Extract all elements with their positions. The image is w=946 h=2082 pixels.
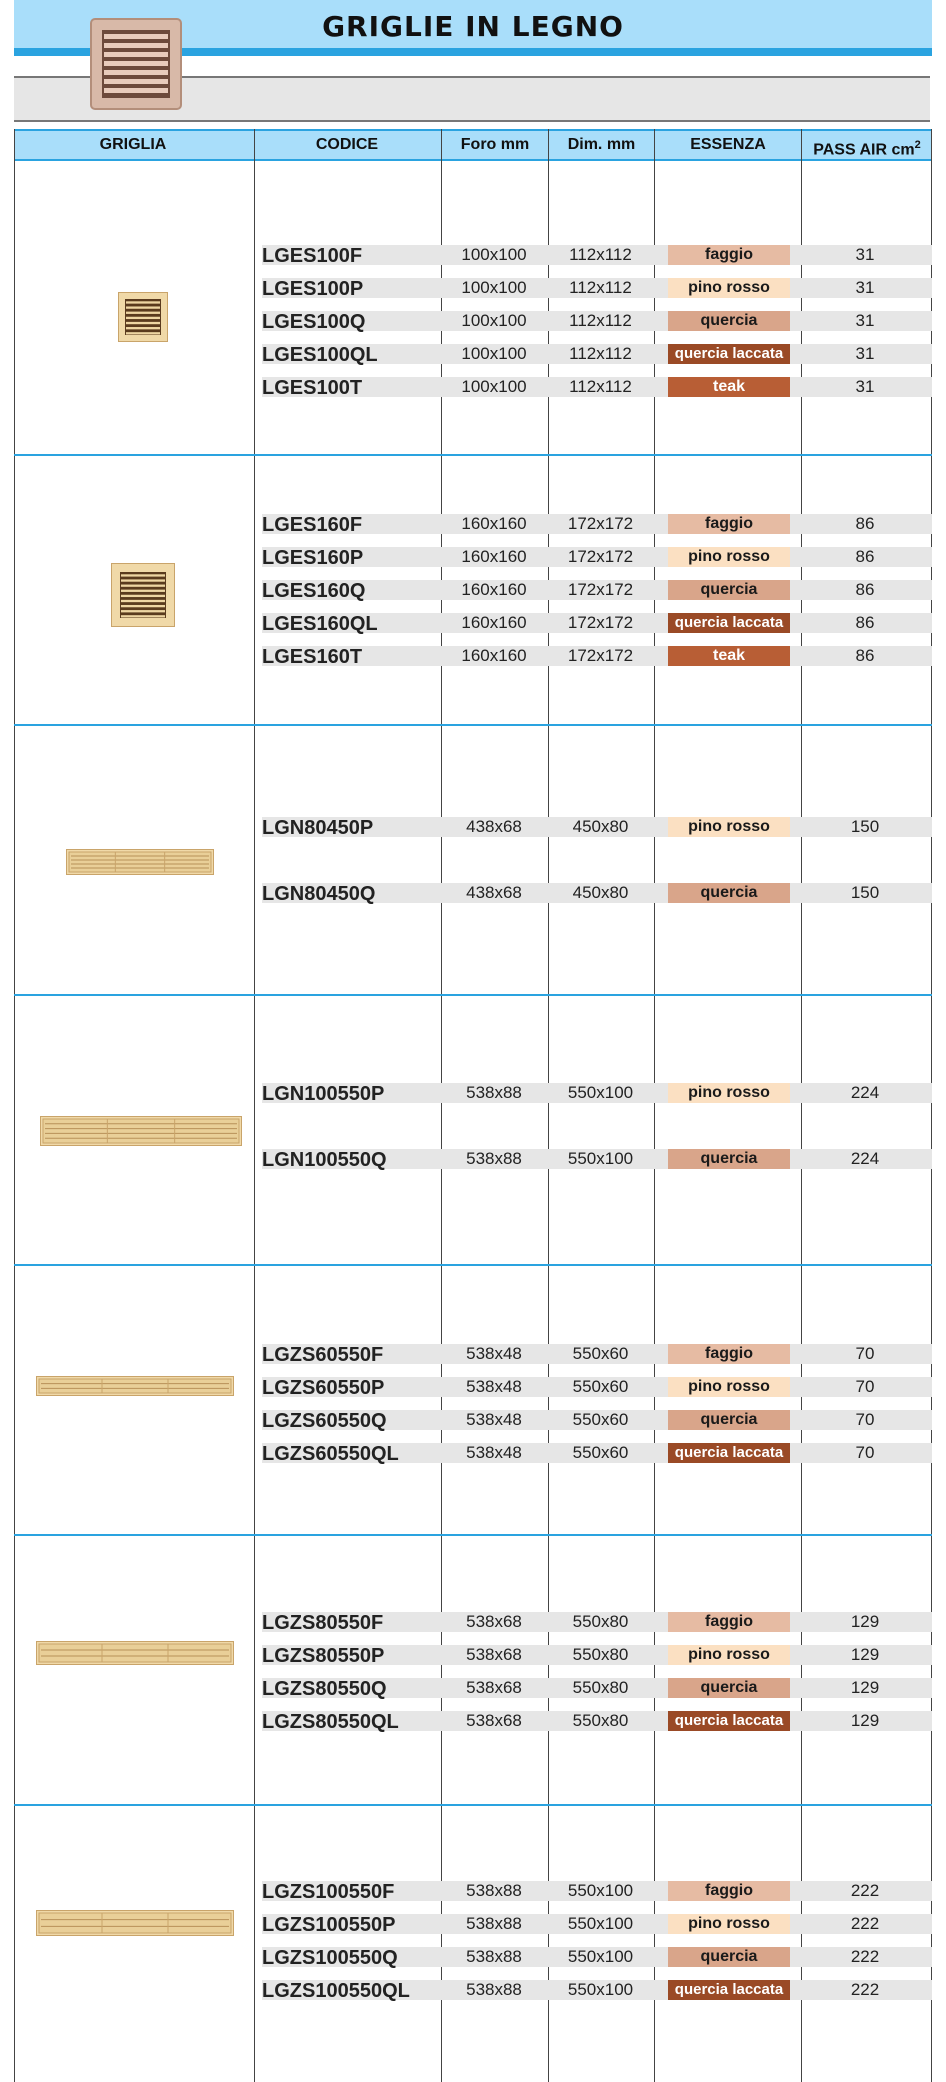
dim-mm: 112x112: [569, 311, 632, 330]
essenza-badge: pino rosso: [668, 547, 790, 567]
header-pass: [802, 131, 932, 159]
dim-mm: 450x80: [572, 883, 629, 902]
column-divider: [14, 129, 15, 2082]
table-row: [262, 1377, 932, 1397]
column-divider: [254, 129, 255, 2082]
pass-air: 129: [850, 1711, 880, 1730]
dim-mm: 550x60: [572, 1443, 629, 1462]
dim-mm: 550x60: [572, 1377, 629, 1396]
table-row: [262, 817, 932, 837]
essenza-badge: pino rosso: [668, 1083, 790, 1103]
essenza-badge: quercia laccata: [668, 613, 790, 633]
pass-air: 129: [850, 1612, 880, 1631]
slim-vent-icon: [36, 1641, 234, 1665]
foro-mm: 160x160: [461, 547, 527, 566]
dim-mm: 450x80: [572, 817, 629, 836]
essenza-badge: quercia: [668, 883, 790, 903]
dim-mm: 112x112: [569, 245, 632, 264]
dim-mm: 550x80: [572, 1678, 629, 1697]
pass-air: 86: [855, 547, 875, 566]
table-header: [14, 129, 932, 161]
table-row: [262, 1083, 932, 1103]
table-row: [262, 1149, 932, 1169]
product-code: LGZS80550P: [262, 1645, 385, 1667]
pass-air: 31: [855, 344, 875, 363]
essenza-badge: quercia laccata: [668, 1711, 790, 1731]
foro-mm: 100x100: [461, 377, 527, 396]
dim-mm: 550x80: [572, 1645, 629, 1664]
product-code: LGES100T: [262, 377, 363, 399]
foro-mm: 538x68: [466, 1678, 522, 1697]
pass-air: 222: [850, 1980, 880, 1999]
product-code: LGZS60550Q: [262, 1410, 387, 1432]
column-divider: [441, 129, 442, 2082]
foro-mm: 538x88: [466, 1881, 522, 1900]
foro-mm: 538x48: [466, 1377, 522, 1396]
product-code: LGN100550P: [262, 1083, 385, 1105]
essenza-badge: quercia laccata: [668, 1980, 790, 2000]
dim-mm: 172x172: [567, 646, 634, 665]
pass-air: 70: [855, 1410, 875, 1429]
pass-air: 224: [850, 1083, 880, 1102]
group-separator: [14, 1264, 932, 1266]
table-row: [262, 344, 932, 364]
table-row: [262, 377, 932, 397]
essenza-badge: quercia: [668, 1678, 790, 1698]
product-code: LGN80450Q: [262, 883, 376, 905]
product-code: LGES160QL: [262, 613, 378, 635]
dim-mm: 172x172: [567, 547, 634, 566]
product-code: LGN80450P: [262, 817, 374, 839]
foro-mm: 160x160: [461, 580, 527, 599]
pass-air: 31: [855, 278, 875, 297]
product-code: LGES100Q: [262, 311, 366, 333]
essenza-badge: quercia laccata: [668, 344, 790, 364]
table-row: [262, 547, 932, 567]
product-code: LGES100P: [262, 278, 364, 300]
dim-mm: 550x100: [567, 1149, 634, 1168]
table-row: [262, 311, 932, 331]
square-vent-medium-icon: [111, 563, 175, 627]
essenza-badge: pino rosso: [668, 1377, 790, 1397]
essenza-badge: teak: [668, 646, 790, 666]
header-foro: Foro mm: [460, 136, 530, 153]
table-row: [262, 1980, 932, 2000]
dim-mm: 550x100: [567, 1083, 634, 1102]
foro-mm: 160x160: [461, 646, 527, 665]
table-row: [262, 646, 932, 666]
dim-mm: 550x100: [567, 1881, 634, 1900]
table-row: [262, 514, 932, 534]
product-code: LGZS100550F: [262, 1881, 395, 1903]
essenza-badge: faggio: [668, 245, 790, 265]
product-code: LGZS80550QL: [262, 1711, 399, 1733]
page-title: GRIGLIE IN LEGNO: [322, 10, 624, 43]
table-row: [262, 1881, 932, 1901]
essenza-badge: pino rosso: [668, 278, 790, 298]
table-row: [262, 1914, 932, 1934]
pass-air: 86: [855, 514, 875, 533]
dim-mm: 112x112: [569, 344, 632, 363]
foro-mm: 538x68: [466, 1711, 522, 1730]
square-vent-small-icon: [118, 292, 168, 342]
pass-air: 31: [855, 311, 875, 330]
foro-mm: 538x68: [466, 1645, 522, 1664]
essenza-badge: pino rosso: [668, 1914, 790, 1934]
essenza-badge: pino rosso: [668, 1645, 790, 1665]
product-code: LGZS100550Q: [262, 1947, 398, 1969]
table-row: [262, 1443, 932, 1463]
product-code: LGES160T: [262, 646, 363, 668]
pass-air: 86: [855, 580, 875, 599]
pass-air: 222: [850, 1947, 880, 1966]
pass-air: 70: [855, 1443, 875, 1462]
group-separator: [14, 994, 932, 996]
dim-mm: 550x100: [567, 1947, 634, 1966]
pass-air: 31: [855, 245, 875, 264]
essenza-badge: faggio: [668, 1881, 790, 1901]
product-code: LGZS100550P: [262, 1914, 396, 1936]
header-pass-label: PASS AIR cm: [813, 141, 915, 159]
linear-vent-large-icon: [40, 1116, 242, 1146]
group-separator: [14, 454, 932, 456]
essenza-badge: teak: [668, 377, 790, 397]
dim-mm: 550x100: [567, 1980, 634, 1999]
essenza-badge: faggio: [668, 514, 790, 534]
product-code: LGES160P: [262, 547, 364, 569]
group-separator: [14, 724, 932, 726]
group-separator: [14, 1534, 932, 1536]
foro-mm: 100x100: [461, 311, 527, 330]
pass-air: 150: [850, 883, 880, 902]
table-row: [262, 1344, 932, 1364]
product-code: LGZS80550Q: [262, 1678, 387, 1700]
pass-air: 129: [850, 1678, 880, 1697]
table-row: [262, 883, 932, 903]
dim-mm: 550x80: [572, 1612, 629, 1631]
group-separator: [14, 1804, 932, 1806]
essenza-badge: quercia: [668, 1149, 790, 1169]
table-row: [262, 1678, 932, 1698]
foro-mm: 438x68: [466, 883, 522, 902]
column-divider: [801, 129, 802, 2082]
table-row: [262, 1410, 932, 1430]
pass-air: 150: [850, 817, 880, 836]
foro-mm: 538x48: [466, 1443, 522, 1462]
product-code: LGZS80550F: [262, 1612, 384, 1634]
column-divider: [654, 129, 655, 2082]
foro-mm: 538x88: [466, 1914, 522, 1933]
column-divider: [931, 129, 932, 2082]
dim-mm: 112x112: [569, 278, 632, 297]
product-code: LGES100F: [262, 245, 363, 267]
product-code: LGZS100550QL: [262, 1980, 410, 2002]
foro-mm: 538x68: [466, 1612, 522, 1631]
foro-mm: 100x100: [461, 344, 527, 363]
foro-mm: 100x100: [461, 278, 527, 297]
slim-vent-icon: [36, 1376, 234, 1396]
table-row: [262, 245, 932, 265]
pass-air: 222: [850, 1914, 880, 1933]
foro-mm: 538x88: [466, 1149, 522, 1168]
product-code: LGES160F: [262, 514, 363, 536]
essenza-badge: faggio: [668, 1344, 790, 1364]
essenza-badge: pino rosso: [668, 817, 790, 837]
dim-mm: 172x172: [567, 580, 634, 599]
foro-mm: 160x160: [461, 613, 527, 632]
product-code: LGZS60550P: [262, 1377, 385, 1399]
product-code: LGZS60550F: [262, 1344, 384, 1366]
foro-mm: 538x88: [466, 1083, 522, 1102]
dim-mm: 550x60: [572, 1344, 629, 1363]
product-code: LGES100QL: [262, 344, 378, 366]
pass-air: 129: [850, 1645, 880, 1664]
essenza-badge: quercia: [668, 580, 790, 600]
dim-mm: 550x80: [572, 1711, 629, 1730]
dim-mm: 172x172: [567, 613, 634, 632]
essenza-badge: faggio: [668, 1612, 790, 1632]
essenza-badge: quercia: [668, 1947, 790, 1967]
foro-mm: 438x68: [466, 817, 522, 836]
pass-air: 70: [855, 1344, 875, 1363]
dim-mm: 112x112: [569, 377, 632, 396]
pass-air: 222: [850, 1881, 880, 1900]
header-pass-sup: 2: [914, 139, 921, 151]
essenza-badge: quercia: [668, 1410, 790, 1430]
header-essenza: ESSENZA: [690, 136, 766, 153]
table-row: [262, 1947, 932, 1967]
essenza-badge: quercia: [668, 311, 790, 331]
header-griglia: GRIGLIA: [99, 136, 167, 153]
header-dim: Dim. mm: [567, 136, 636, 153]
table-row: [262, 580, 932, 600]
product-code: LGES160Q: [262, 580, 366, 602]
table-row: [262, 613, 932, 633]
foro-mm: 538x88: [466, 1947, 522, 1966]
essenza-badge: quercia laccata: [668, 1443, 790, 1463]
pass-air: 86: [855, 646, 875, 665]
foro-mm: 100x100: [461, 245, 527, 264]
column-divider: [548, 129, 549, 2082]
product-code: LGN100550Q: [262, 1149, 387, 1171]
dim-mm: 550x100: [567, 1914, 634, 1933]
dim-mm: 550x60: [572, 1410, 629, 1429]
pass-air: 31: [855, 377, 875, 396]
pass-air: 70: [855, 1377, 875, 1396]
foro-mm: 538x48: [466, 1344, 522, 1363]
slim-vent-icon: [36, 1910, 234, 1936]
table-row: [262, 1612, 932, 1632]
foro-mm: 538x48: [466, 1410, 522, 1429]
pass-air: 224: [850, 1149, 880, 1168]
dim-mm: 172x172: [567, 514, 634, 533]
pass-air: 86: [855, 613, 875, 632]
foro-mm: 160x160: [461, 514, 527, 533]
wood-vent-photo-icon: [90, 18, 182, 110]
table-row: [262, 278, 932, 298]
header-codice: CODICE: [315, 136, 379, 153]
table-row: [262, 1645, 932, 1665]
linear-vent-icon: [66, 849, 214, 875]
product-code: LGZS60550QL: [262, 1443, 399, 1465]
table-row: [262, 1711, 932, 1731]
foro-mm: 538x88: [466, 1980, 522, 1999]
